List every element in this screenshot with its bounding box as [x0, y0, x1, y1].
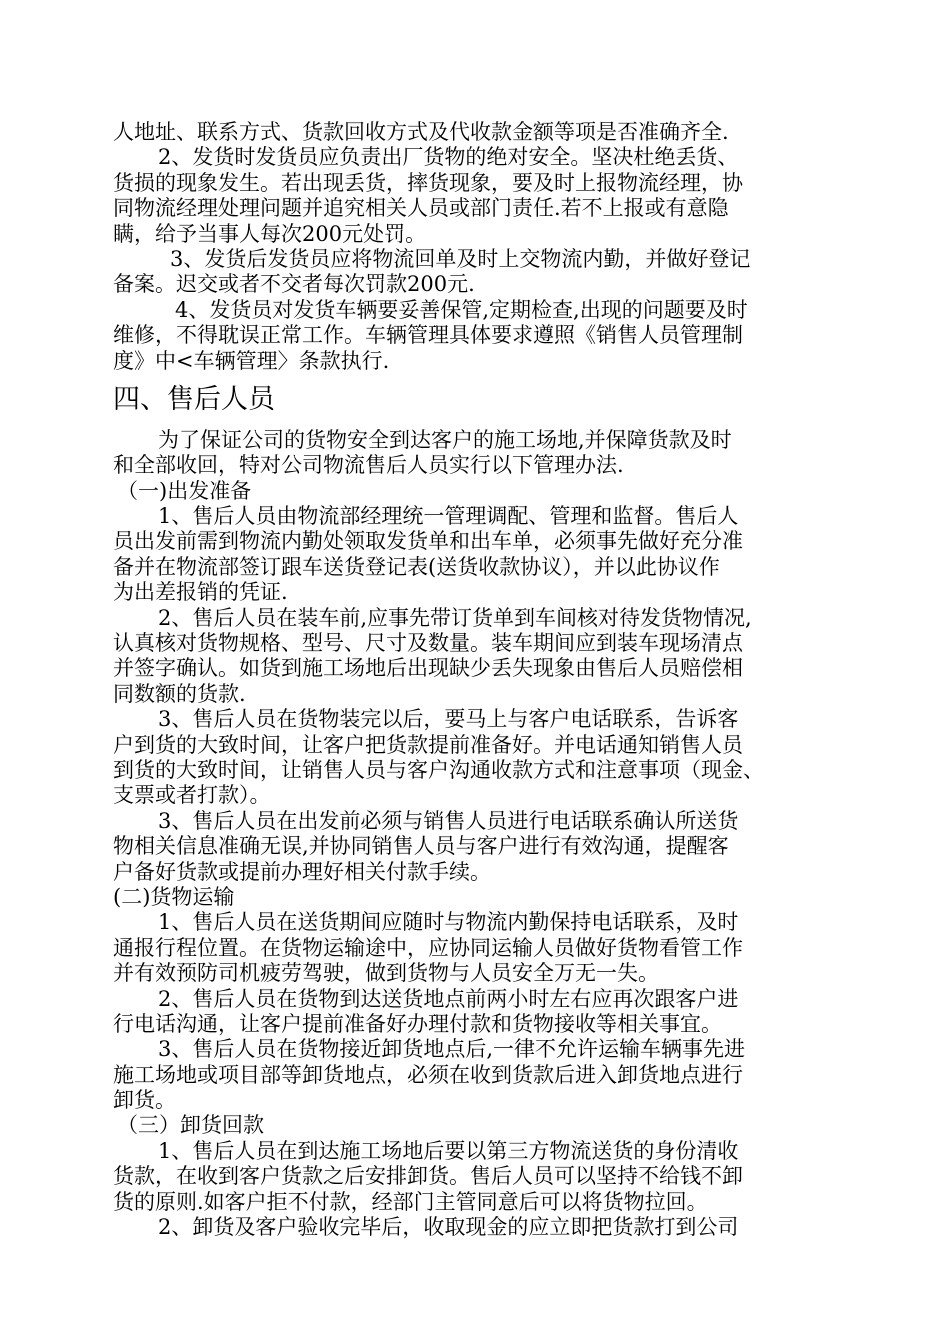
text-line: 3、售后人员在出发前必须与销售人员进行电话联系确认所送货 — [158, 808, 739, 833]
text-line: 2、卸货及客户验收完毕后，收取现金的应立即把货款打到公司 — [158, 1215, 739, 1240]
text-line: 1、售后人员在送货期间应随时与物流内勤保持电话联系，及时 — [158, 910, 739, 935]
text-line: 通报行程位置。在货物运输途中，应协同运输人员做好货物看管工作 — [113, 935, 743, 960]
text-line: 并有效预防司机疲劳驾驶，做到货物与人员安全万无一失。 — [113, 961, 659, 986]
text-line: 同数额的货款. — [113, 681, 246, 706]
text-line: 到货的大致时间，让销售人员与客户沟通收款方式和注意事项（现金、 — [113, 757, 764, 782]
text-line: 2、售后人员在货物到达送货地点前两小时左右应再次跟客户进 — [158, 986, 739, 1011]
text-line: 户备好货款或提前办理好相关付款手续。 — [113, 859, 491, 884]
text-line: 同物流经理处理问题并追究相关人员或部门责任.若不上报或有意隐 — [113, 196, 729, 221]
text-line: 货损的现象发生。若出现丢货，摔货现象，要及时上报物流经理，协 — [113, 170, 743, 195]
text-line: 行电话沟通，让客户提前准备好办理付款和货物接收等相关事宜。 — [113, 1011, 722, 1036]
subsection-title: (二)货物运输 — [113, 884, 235, 909]
text-line: 并签字确认。如货到施工场地后出现缺少丢失现象由售后人员赔偿相 — [113, 656, 743, 681]
text-line: 认真核对货物规格、型号、尺寸及数量。装车期间应到装车现场清点 — [113, 631, 743, 656]
text-line: 1、售后人员在到达施工场地后要以第三方物流送货的身份清收 — [158, 1138, 739, 1163]
text-line: 备并在物流部签订跟车送货登记表(送货收款协议），并以此协议作 — [113, 554, 720, 579]
subsection-title: （一)出发准备 — [117, 478, 252, 503]
text-line: 户到货的大致时间，让客户把货款提前准备好。并电话通知销售人员 — [113, 732, 743, 757]
text-line: 1、售后人员由物流部经理统一管理调配、管理和监督。售后人 — [158, 504, 739, 529]
text-line: 3、售后人员在货物装完以后，要马上与客户电话联系，告诉客 — [158, 707, 739, 732]
text-line: 物相关信息准确无误,并协同销售人员与客户进行有效沟通，提醒客 — [113, 834, 729, 859]
text-line: 3、售后人员在货物接近卸货地点后,一律不允许运输车辆事先进 — [158, 1037, 746, 1062]
text-line: 度》中<车辆管理〉条款执行. — [113, 348, 390, 373]
text-line: 货款，在收到客户货款之后安排卸货。售后人员可以坚持不给钱不卸 — [113, 1164, 743, 1189]
text-line: 2、售后人员在装车前,应事先带订货单到车间核对待发货物情况, — [158, 605, 752, 630]
text-line: 人地址、联系方式、货款回收方式及代收款金额等项是否准确齐全. — [113, 120, 729, 144]
text-line: 3、发货后发货员应将物流回单及时上交物流内勤，并做好登记 — [170, 246, 751, 271]
text-line: 为了保证公司的货物安全到达客户的施工场地,并保障货款及时 — [158, 427, 732, 452]
text-line: 施工场地或项目部等卸货地点，必须在收到货款后进入卸货地点进行 — [113, 1062, 743, 1087]
text-line: 货的原则.如客户拒不付款，经部门主管同意后可以将货物拉回。 — [113, 1189, 708, 1214]
text-line: 2、发货时发货员应负责出厂货物的绝对安全。坚决杜绝丢货、 — [158, 145, 739, 170]
document-body — [113, 120, 843, 1240]
text-line: 员出发前需到物流内勤处领取发货单和出车单，必须事先做好充分准 — [113, 529, 743, 554]
text-line: 瞒，给予当事人每次200元处罚。 — [113, 221, 427, 246]
text-line: 维修，不得耽误正常工作。车辆管理具体要求遵照《销售人员管理制 — [113, 323, 743, 348]
text-line: 和全部收回，特对公司物流售后人员实行以下管理办法. — [113, 453, 624, 478]
text-line: 支票或者打款）。 — [113, 783, 271, 808]
subsection-title: （三）卸货回款 — [117, 1113, 264, 1138]
section-heading: 四、售后人员 — [113, 383, 275, 415]
text-line: 4、发货员对发货车辆要妥善保管,定期检查,出现的问题要及时 — [175, 297, 748, 322]
text-line: 备案。迟交或者不交者每次罚款200元. — [113, 272, 475, 297]
text-line: 为出差报销的凭证. — [113, 580, 288, 605]
text-line: 卸货。 — [113, 1088, 176, 1113]
